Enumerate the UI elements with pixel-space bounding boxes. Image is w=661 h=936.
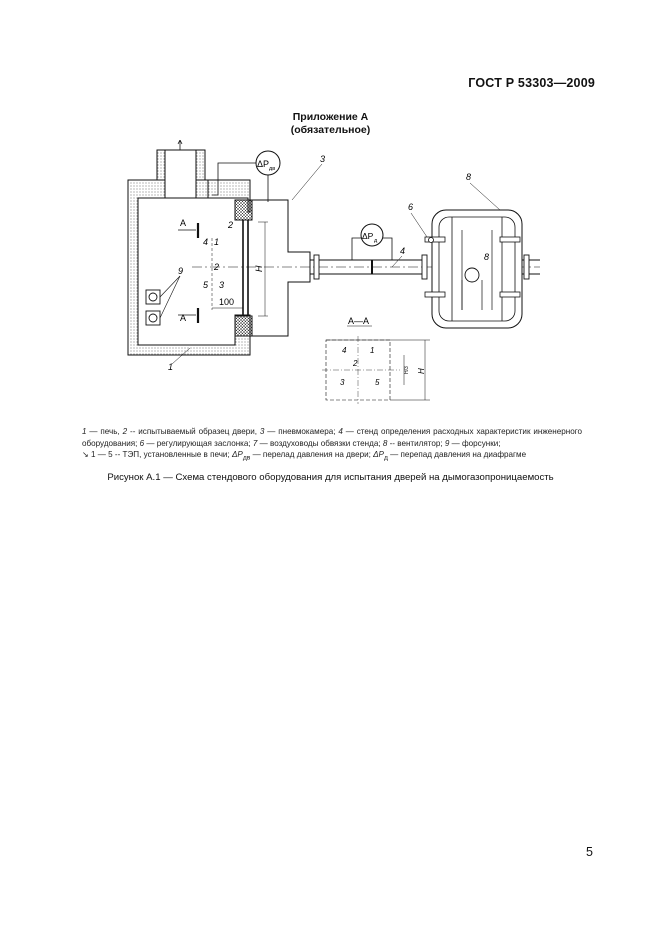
appendix-title: Приложение А	[292, 111, 369, 123]
tep-5: 5	[203, 280, 209, 290]
dimensions	[212, 222, 268, 316]
tep-1: 1	[214, 237, 220, 247]
legend-dp-diag-sub: д	[383, 454, 388, 462]
tep-4: 4	[203, 237, 209, 247]
section-a-top: А	[180, 218, 187, 228]
dp-door-label: ΔP	[257, 159, 270, 169]
legend-tep-symbol: ↘	[82, 450, 89, 460]
legend-n7: 7	[252, 438, 258, 448]
legend-t7: — воздуховоды обвязки стенда;	[257, 438, 383, 448]
aa-h3: H/3	[404, 366, 410, 374]
dim-100: 100	[219, 297, 235, 307]
legend-t3: — пневмокамера;	[264, 427, 339, 436]
legend-dp-door-text: — перелад давления на двери;	[250, 450, 374, 460]
label-2: 2	[228, 220, 234, 230]
label-3: 3	[320, 154, 326, 164]
page-number: 5	[586, 845, 593, 859]
label-9: 9	[178, 266, 184, 276]
legend-tep-text: -- ТЭП, установленные в печи;	[112, 450, 232, 460]
appendix-heading	[0, 111, 661, 137]
diaphragm-pressure-gauge	[352, 224, 392, 260]
legend-tep-range: 1 — 5	[91, 450, 113, 460]
legend-n1: 1	[82, 427, 87, 436]
aa-3: 3	[340, 378, 345, 387]
legend-n6: 6	[139, 438, 145, 448]
dp-diaphragm-label: ΔP	[362, 231, 374, 241]
label-8-fan: 8	[484, 252, 490, 262]
section-title: А—А	[348, 316, 370, 326]
legend-t4: — стенд определения расходных характеристик инженерного оборудования;	[82, 427, 583, 448]
legend-dp-diag: ΔP	[373, 450, 384, 460]
legend-t6: — регулирующая заслонка;	[144, 438, 253, 448]
legend-t9: — форсунки;	[449, 438, 501, 448]
label-4: 4	[400, 246, 406, 256]
aa-2: 2	[353, 359, 358, 368]
legend-n3: 3	[259, 427, 265, 436]
legend-dp-door: ΔP	[231, 450, 243, 460]
tep-2: 2	[214, 262, 220, 272]
burners	[146, 276, 180, 325]
section-aa	[322, 316, 430, 404]
dp-diaphragm-sub: д	[374, 238, 378, 244]
aa-5: 5	[375, 378, 380, 387]
label-1: 1	[168, 362, 174, 372]
legend-n4: 4	[338, 427, 343, 436]
figure-caption: Рисунок А.1 — Схема стендового оборудования для испытания дверей на дымогазопроницаемость	[107, 472, 554, 483]
aa-1: 1	[370, 346, 375, 355]
legend-dp-door-sub: дв	[242, 454, 251, 462]
appendix-subtitle: (обязательное)	[290, 124, 371, 136]
dp-door-sub: дв	[269, 166, 276, 172]
door-sample	[235, 200, 252, 336]
section-a-bottom: А	[180, 313, 187, 323]
fan	[425, 210, 540, 328]
legend-t8: -- вентилятор;	[387, 438, 445, 448]
aa-height-h: H	[417, 368, 426, 374]
legend-t1: — печь,	[86, 427, 123, 436]
test-stand-diagram	[100, 140, 560, 415]
aa-4: 4	[342, 346, 347, 355]
figure-legend	[82, 426, 582, 464]
legend-n2: 2	[122, 427, 128, 436]
document-code: ГОСТ Р 53303—2009	[468, 76, 595, 90]
legend-n8: 8	[382, 438, 388, 448]
legend-dp-diag-text: — перепад давления на диафрагме	[387, 450, 527, 460]
height-h: H	[254, 265, 264, 272]
tep-3: 3	[219, 280, 225, 290]
label-8: 8	[466, 172, 472, 182]
legend-n9: 9	[444, 438, 450, 448]
label-6: 6	[408, 202, 414, 212]
legend-t2: -- испытываемый образец двери,	[127, 427, 260, 436]
